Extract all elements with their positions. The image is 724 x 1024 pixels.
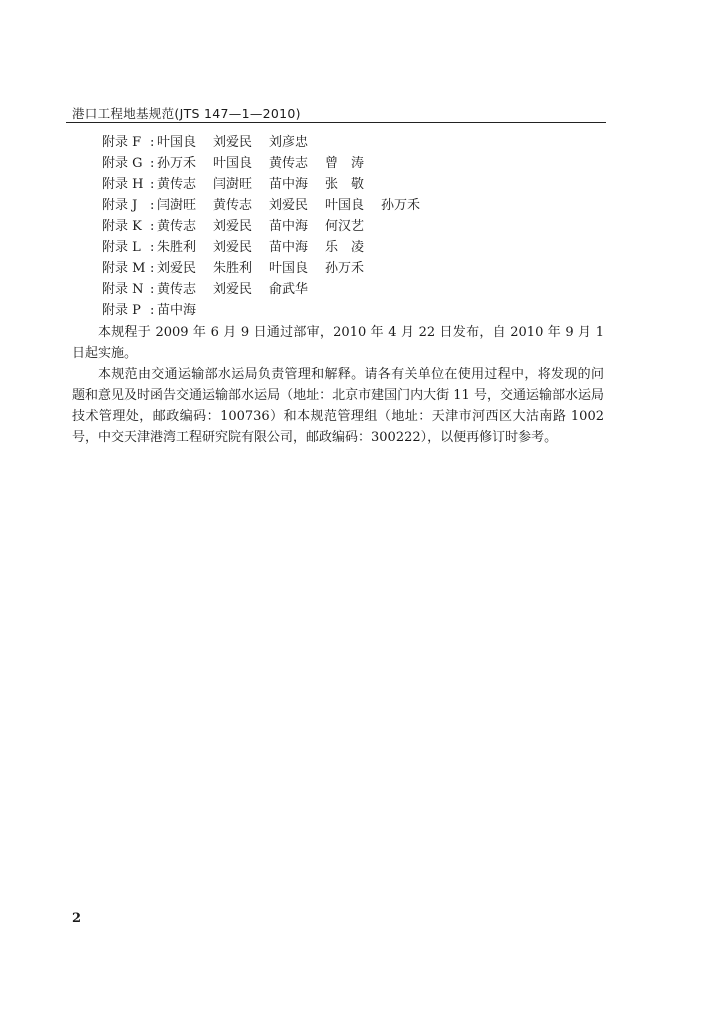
running-header: 港口工程地基规范(JTS 147—1—2010)	[72, 106, 301, 121]
appendix-separator: :	[150, 198, 155, 213]
appendix-separator: :	[150, 240, 155, 255]
author-name: 闫澍旺	[213, 177, 253, 192]
appendix-separator: :	[150, 177, 155, 192]
author-name: 朱胜利	[157, 240, 197, 255]
author-name: 苗中海	[157, 303, 197, 318]
author-name: 俞武华	[269, 282, 309, 297]
appendix-label: 附录 N	[102, 282, 144, 297]
author-name: 刘爱民	[213, 240, 253, 255]
author-name: 朱胜利	[213, 261, 253, 276]
appendix-row	[102, 153, 437, 174]
author-name: 刘爱民	[213, 135, 253, 150]
author-name: 闫澍旺	[157, 198, 197, 213]
appendix-row	[102, 132, 437, 153]
author-name: 叶国良	[269, 261, 309, 276]
author-name: 黄传志	[213, 198, 253, 213]
paragraph-management: 本规范由交通运输部水运局负责管理和解释。请各有关单位在使用过程中，将发现的问题和意见及时函告交通运输部水运局（地址：北京市建国门内大街 11 号，交通运输部水运局技术管理处，邮政编码：100736）和本规范管理组（地址：天津市河西区大沽南路 1002 号，中交天津港湾工程研究院有限公司，邮政编码：300222），以便再修订时参考。	[72, 367, 604, 445]
appendix-row	[102, 237, 437, 258]
author-name: 刘爱民	[213, 219, 253, 234]
header-rule	[66, 122, 606, 123]
appendix-label: 附录 P	[102, 303, 141, 318]
author-name: 孙万禾	[157, 156, 197, 171]
appendix-row	[102, 174, 437, 195]
author-name: 刘爱民	[157, 261, 197, 276]
appendix-row	[102, 195, 437, 216]
appendix-label: 附录 L	[102, 240, 141, 255]
appendix-label: 附录 J	[102, 198, 138, 213]
page-number: 2	[72, 911, 82, 926]
appendix-separator: :	[150, 135, 155, 150]
appendix-label: 附录 K	[102, 219, 142, 234]
appendix-row	[102, 300, 437, 321]
appendix-label: 附录 M	[102, 261, 146, 276]
author-name: 刘彦忠	[269, 135, 309, 150]
appendix-row	[102, 279, 437, 300]
appendix-separator: :	[150, 261, 155, 276]
author-name: 何汉艺	[325, 219, 365, 234]
appendix-separator: :	[150, 282, 155, 297]
appendix-label: 附录 G	[102, 156, 143, 171]
author-name: 曾 涛	[325, 156, 365, 171]
paragraph-approval: 本规程于 2009 年 6 月 9 日通过部审，2010 年 4 月 22 日发布，自 2010 年 9 月 1 日起实施。	[72, 325, 604, 361]
appendix-separator: :	[150, 303, 155, 318]
author-name: 苗中海	[269, 177, 309, 192]
author-name: 叶国良	[325, 198, 365, 213]
author-name: 孙万禾	[325, 261, 365, 276]
author-name: 苗中海	[269, 240, 309, 255]
appendix-label: 附录 F	[102, 135, 142, 150]
author-name: 张 敬	[325, 177, 365, 192]
author-name: 黄传志	[157, 177, 197, 192]
appendix-author-list	[102, 132, 437, 321]
author-name: 黄传志	[157, 219, 197, 234]
author-name: 孙万禾	[381, 198, 421, 213]
appendix-row	[102, 258, 437, 279]
author-name: 叶国良	[157, 135, 197, 150]
appendix-row	[102, 216, 437, 237]
author-name: 黄传志	[157, 282, 197, 297]
author-name: 黄传志	[269, 156, 309, 171]
author-name: 刘爱民	[213, 282, 253, 297]
author-name: 乐 凌	[325, 240, 365, 255]
author-name: 叶国良	[213, 156, 253, 171]
appendix-label: 附录 H	[102, 177, 144, 192]
author-name: 刘爱民	[269, 198, 309, 213]
appendix-separator: :	[150, 156, 155, 171]
author-name: 苗中海	[269, 219, 309, 234]
appendix-separator: :	[150, 219, 155, 234]
body-text	[72, 322, 604, 448]
